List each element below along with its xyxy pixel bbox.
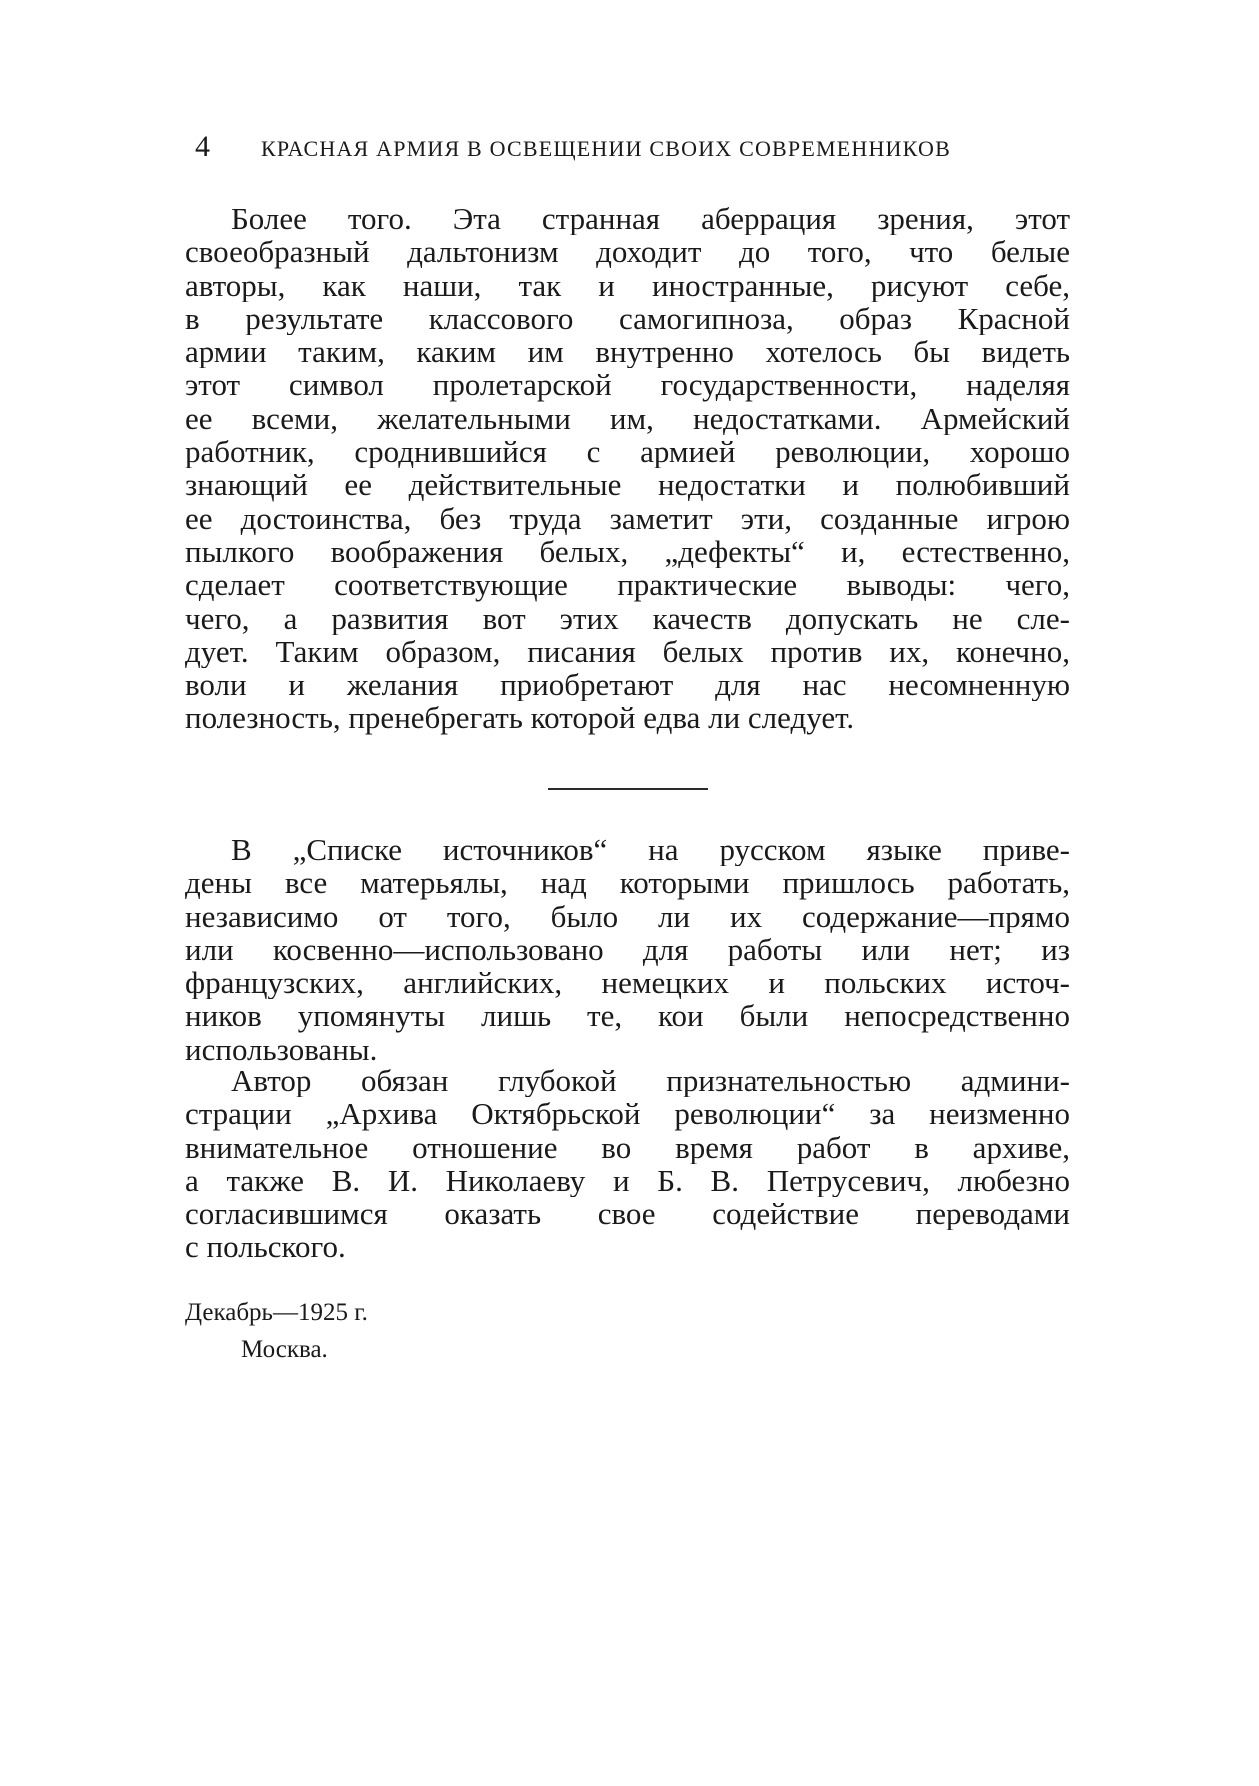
text-line: В „Списке источников“ на русском языке приве- <box>231 833 1070 867</box>
text-line: сделает соответствующие практические выводы: чего, <box>185 568 1070 602</box>
text-line: дует. Таким образом, писания белых против их, конечно, <box>185 634 1070 669</box>
text-line: воли и желания приобретают для нас несомненную <box>185 668 1070 702</box>
paragraph-acknowledgements <box>185 1064 1070 1264</box>
text-line: полезность, пренебрегать которой едва ли следует. <box>185 701 855 735</box>
text-line: ее достоинства, без труда заметит эти, созданные игрою <box>185 501 1070 535</box>
text-line: своеобразный дальтонизм доходит до того, что белые <box>185 235 1070 269</box>
text-line: авторы, как наши, так и иностранные, рисуют себе, <box>185 268 1070 302</box>
running-title: КРАСНАЯ АРМИЯ В ОСВЕЩЕНИИ СВОИХ СОВРЕМЕННИКОВ <box>261 136 951 161</box>
text-line: с польского. <box>185 1230 346 1264</box>
text-line: французских, английских, немецких и польских источ- <box>185 966 1070 1000</box>
text-line: ее всеми, желательными им, недостатками. Армейский <box>185 401 1070 436</box>
text-line: Автор обязан глубокой признательностью админи- <box>231 1064 1070 1098</box>
paragraph-white-authors <box>185 202 1070 735</box>
text-line: чего, а развития вот этих качеств допускать не сле- <box>185 601 1070 635</box>
text-line: этот символ пролетарской государственности, наделяя <box>185 368 1070 402</box>
section-divider <box>548 788 708 790</box>
signature-date: Декабрь—1925 г. <box>185 1299 368 1326</box>
text-line: пылкого воображения белых, „дефекты“ и, естественно, <box>185 534 1070 569</box>
text-line: независимо от того, было ли их содержание—прямо <box>185 899 1070 933</box>
text-line: внимательное отношение во время работ в архиве, <box>185 1130 1070 1164</box>
text-line: согласившимся оказать свое содействие переводами <box>185 1197 1070 1231</box>
text-line: а также В. И. Николаеву и Б. В. Петрусевич, любезно <box>185 1163 1070 1198</box>
text-line: дены все матерьялы, над которыми пришлось работать, <box>185 866 1070 900</box>
text-line: в результате классового самогипноза, образ Красной <box>185 301 1070 336</box>
text-line: страции „Архива Октябрьской революции“ за неизменно <box>185 1097 1070 1131</box>
signature-place: Москва. <box>241 1336 328 1363</box>
text-line: ников упомянуты лишь те, кои были непосредственно <box>185 999 1070 1033</box>
text-line: использованы. <box>185 1032 378 1067</box>
text-line: знающий ее действительные недостатки и полюбивший <box>185 468 1070 502</box>
page-number: 4 <box>195 130 210 163</box>
text-line: Более того. Эта странная аберрация зрения, этот <box>231 202 1070 236</box>
text-line: армии таким, каким им внутренно хотелось бы видеть <box>185 335 1070 369</box>
text-line: работник, сроднившийся с армией революции, хорошо <box>185 435 1070 469</box>
paragraph-sources-list <box>185 833 1070 1066</box>
page-header <box>195 130 1075 170</box>
text-line: или косвенно—использовано для работы или нет; из <box>185 932 1070 967</box>
